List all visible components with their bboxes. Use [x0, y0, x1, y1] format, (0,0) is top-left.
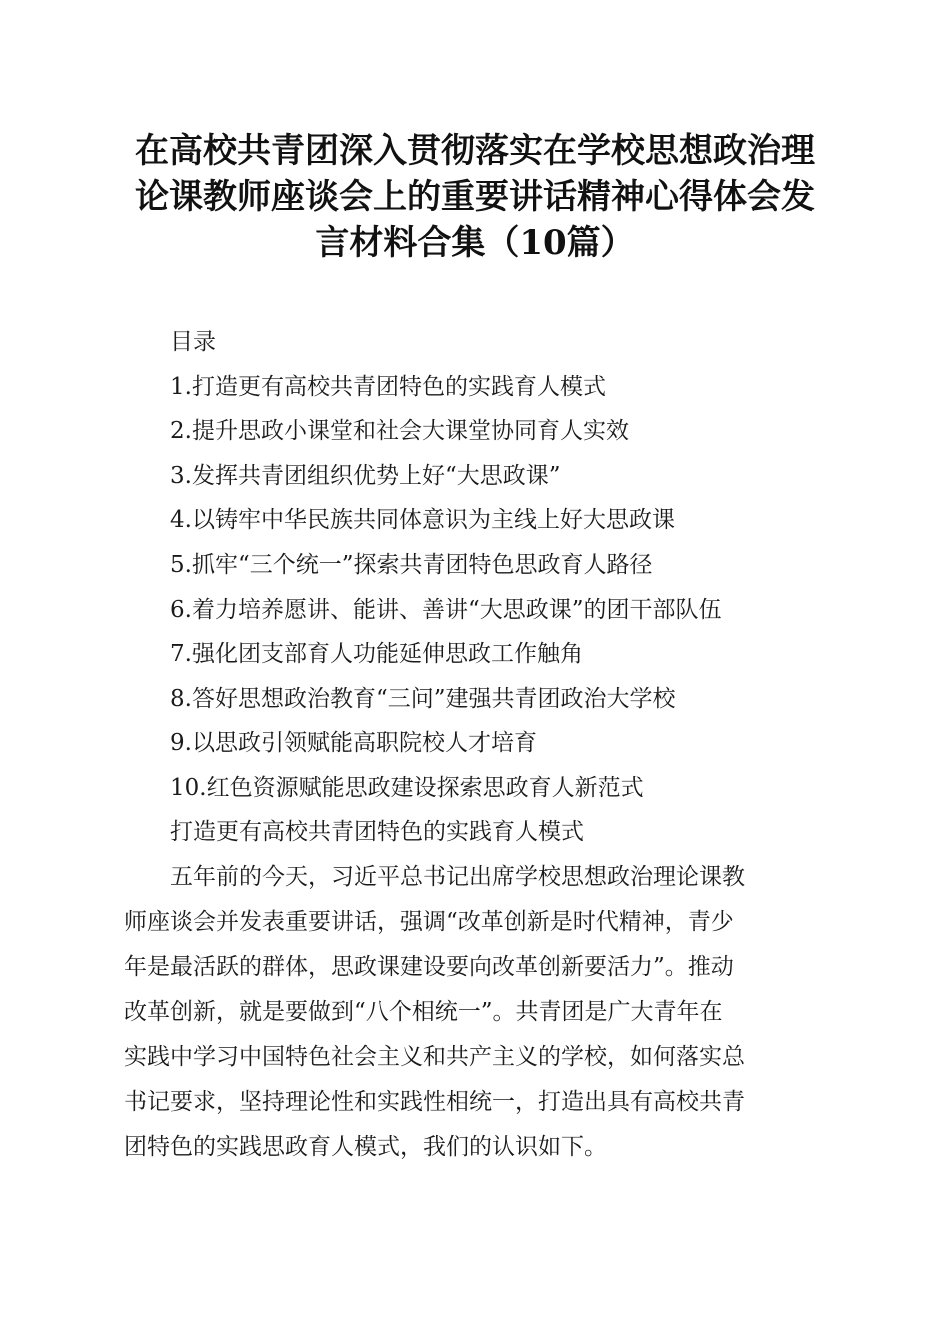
section-heading: 打造更有高校共青团特色的实践育人模式: [170, 819, 584, 845]
toc-item-8: 8.答好思想政治教育“三问”建强共青团政治大学校: [170, 685, 676, 712]
title-line: 论课教师座谈会上的重要讲话精神心得体会发: [135, 177, 815, 217]
table-of-contents: [170, 320, 870, 811]
toc-item-9: 9.以思政引领赋能高职院校人才培育: [170, 730, 537, 757]
body-line: 五年前的今天，习近平总书记出席学校思想政治理论课教: [124, 864, 745, 890]
toc-item-3: 3.发挥共青团组织优势上好“大思政课”: [170, 462, 561, 489]
body-line: 书记要求，坚持理论性和实践性相统一，打造出具有高校共青: [124, 1089, 745, 1115]
toc-item-1: 1.打造更有高校共青团特色的实践育人模式: [170, 373, 606, 400]
toc-heading: 目录: [170, 329, 216, 355]
toc-item-6: 6.着力培养愿讲、能讲、善讲“大思政课”的团干部队伍: [170, 596, 722, 623]
body-line: 师座谈会并发表重要讲话，强调“改革创新是时代精神，青少: [124, 909, 734, 935]
title-line: 在高校共青团深入贯彻落实在学校思想政治理: [135, 131, 815, 171]
toc-item-10: 10.红色资源赋能思政建设探索思政育人新范式: [170, 774, 644, 801]
body-line: 年是最活跃的群体，思政课建设要向改革创新要活力”。推动: [124, 954, 734, 980]
document-title: [100, 128, 850, 266]
toc-item-5: 5.抓牢“三个统一”探索共青团特色思政育人路径: [170, 551, 653, 578]
toc-item-4: 4.以铸牢中华民族共同体意识为主线上好大思政课: [170, 507, 675, 534]
body-line: 改革创新，就是要做到“八个相统一”。共青团是广大青年在: [124, 999, 723, 1025]
body-line: 团特色的实践思政育人模式，我们的认识如下。: [124, 1134, 607, 1160]
toc-item-2: 2.提升思政小课堂和社会大课堂协同育人实效: [170, 418, 629, 445]
body-paragraph: [124, 855, 824, 1170]
toc-item-7: 7.强化团支部育人功能延伸思政工作触角: [170, 641, 583, 668]
title-line: 言材料合集（10篇）: [315, 223, 635, 263]
body-line: 实践中学习中国特色社会主义和共产主义的学校，如何落实总: [124, 1044, 745, 1070]
